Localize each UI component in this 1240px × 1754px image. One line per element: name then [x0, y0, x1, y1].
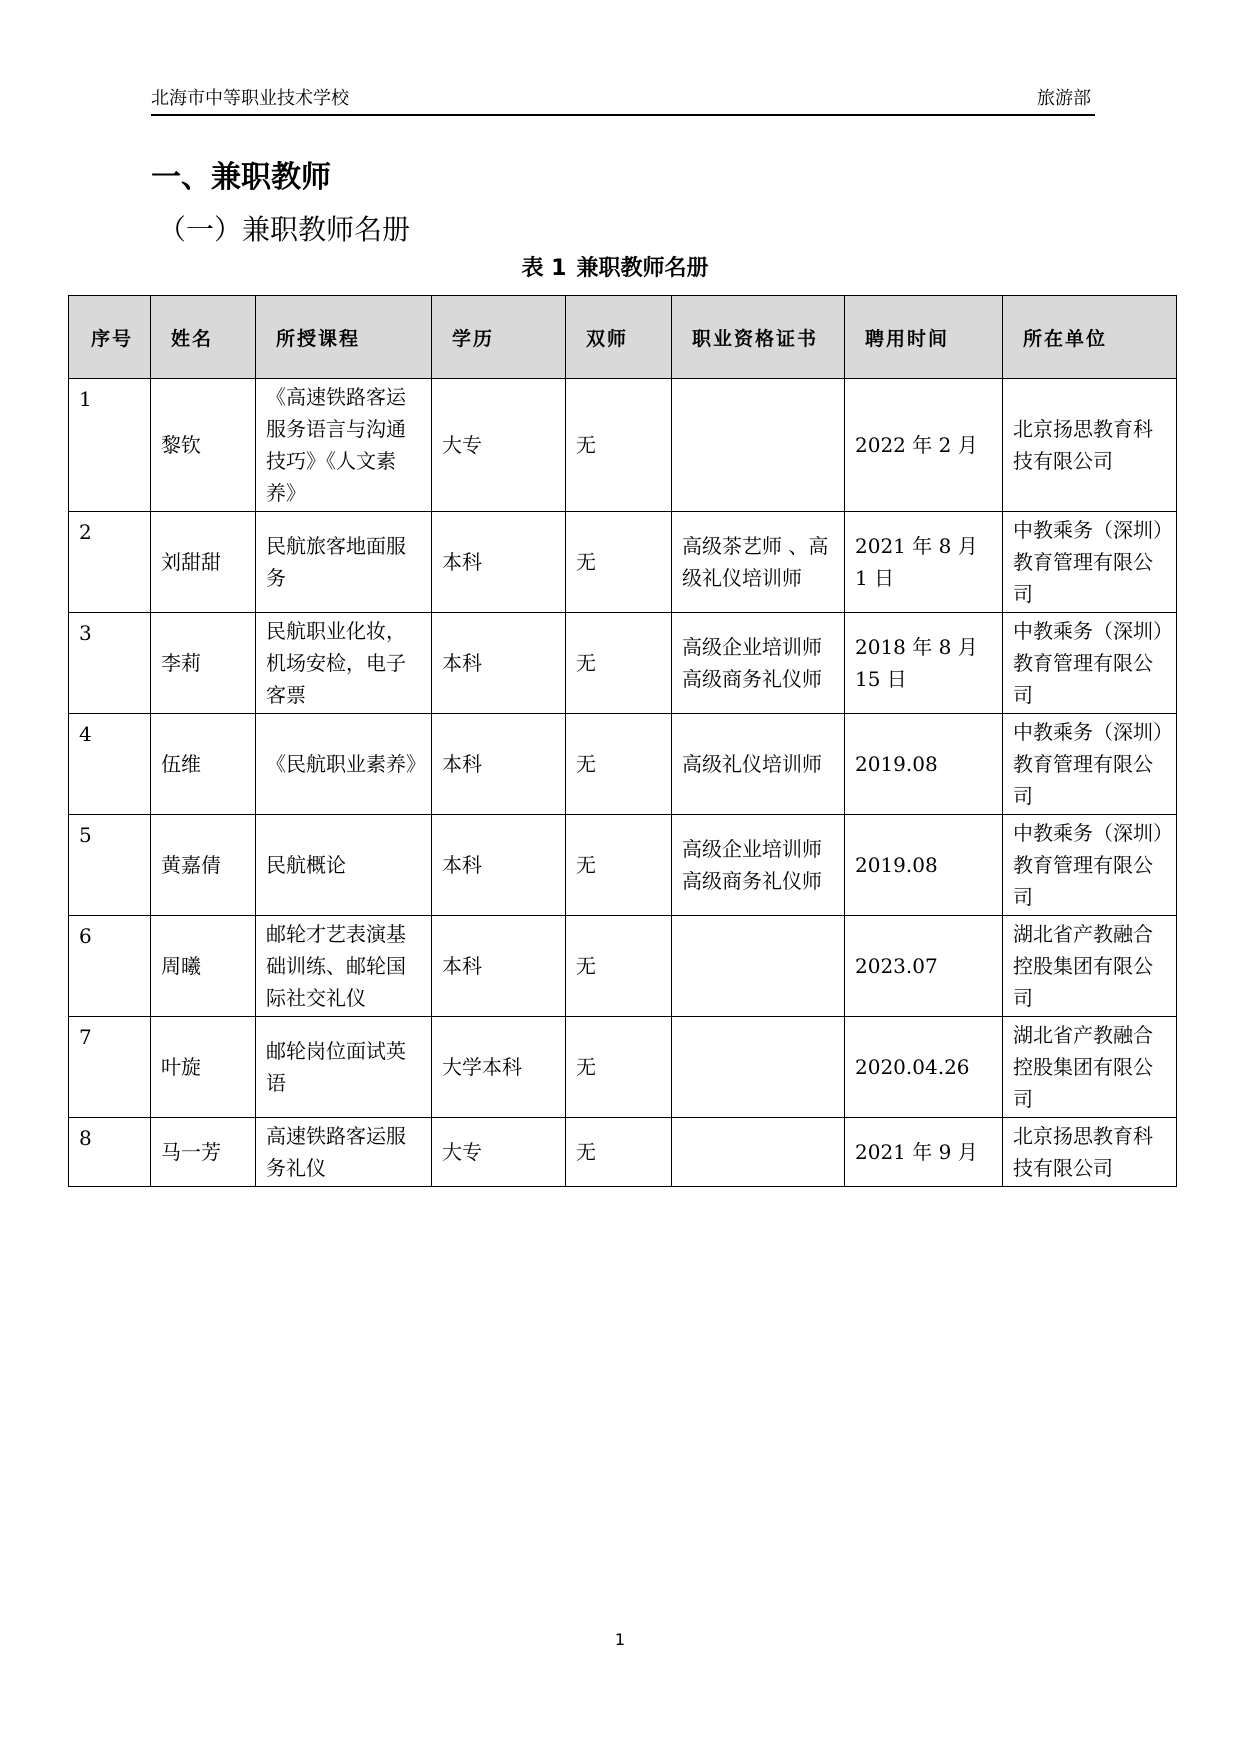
- cell-course: 《民航职业素养》: [256, 714, 432, 815]
- cell-education: 大学本科: [432, 1017, 566, 1118]
- table-row: [69, 1118, 1177, 1187]
- cell-name: 伍维: [151, 714, 256, 815]
- cell-no: 8: [69, 1118, 151, 1187]
- section-title: 一、兼职教师: [151, 160, 331, 195]
- table-row: [69, 916, 1177, 1017]
- cell-dual: 无: [566, 379, 672, 512]
- cell-cert: 高级企业培训师 高级商务礼仪师: [672, 613, 845, 714]
- cell-hire-date: 2019.08: [845, 815, 1003, 916]
- cell-cert: [672, 1017, 845, 1118]
- cell-cert: [672, 379, 845, 512]
- cell-hire-date: 2020.04.26: [845, 1017, 1003, 1118]
- column-header-name: 姓名: [151, 296, 256, 379]
- column-header-org: 所在单位: [1003, 296, 1177, 379]
- cell-education: 本科: [432, 815, 566, 916]
- part-time-teacher-table: [68, 295, 1177, 1187]
- cell-hire-date: 2022 年 2 月: [845, 379, 1003, 512]
- cell-course: 邮轮才艺表演基础训练、邮轮国际社交礼仪: [256, 916, 432, 1017]
- cell-no: 6: [69, 916, 151, 1017]
- cell-education: 本科: [432, 714, 566, 815]
- cell-education: 本科: [432, 613, 566, 714]
- cell-course: 《高速铁路客运服务语言与沟通技巧》《人文素养》: [256, 379, 432, 512]
- table-caption-label: 表 1: [521, 256, 567, 281]
- cell-hire-date: 2019.08: [845, 714, 1003, 815]
- cell-no: 1: [69, 379, 151, 512]
- cell-cert: 高级礼仪培训师: [672, 714, 845, 815]
- cell-org: 湖北省产教融合控股集团有限公司: [1003, 1017, 1177, 1118]
- cell-org: 中教乘务（深圳）教育管理有限公司: [1003, 714, 1177, 815]
- cell-org: 中教乘务（深圳）教育管理有限公司: [1003, 613, 1177, 714]
- cell-hire-date: 2021 年 8 月 1 日: [845, 512, 1003, 613]
- table-caption: [0, 254, 1240, 284]
- column-header-cert: 职业资格证书: [672, 296, 845, 379]
- cell-name: 马一芳: [151, 1118, 256, 1187]
- cell-name: 刘甜甜: [151, 512, 256, 613]
- cell-cert: 高级茶艺师 、高级礼仪培训师: [672, 512, 845, 613]
- table-row: [69, 512, 1177, 613]
- column-header-course: 所授课程: [256, 296, 432, 379]
- cell-cert: 高级企业培训师 高级商务礼仪师: [672, 815, 845, 916]
- page-header: [151, 86, 1095, 116]
- cell-name: 周曦: [151, 916, 256, 1017]
- cell-name: 黎钦: [151, 379, 256, 512]
- cell-dual: 无: [566, 613, 672, 714]
- cell-org: 中教乘务（深圳）教育管理有限公司: [1003, 815, 1177, 916]
- table-row: [69, 815, 1177, 916]
- column-header-dual: 双师: [566, 296, 672, 379]
- cell-org: 北京扬思教育科技有限公司: [1003, 379, 1177, 512]
- cell-dual: 无: [566, 512, 672, 613]
- cell-course: 邮轮岗位面试英语: [256, 1017, 432, 1118]
- cell-course: 民航概论: [256, 815, 432, 916]
- cell-no: 2: [69, 512, 151, 613]
- cell-dual: 无: [566, 815, 672, 916]
- cell-org: 中教乘务（深圳）教育管理有限公司: [1003, 512, 1177, 613]
- cell-name: 李莉: [151, 613, 256, 714]
- cell-no: 4: [69, 714, 151, 815]
- page-number: 1: [614, 1630, 626, 1649]
- table-header-row: [69, 296, 1177, 379]
- cell-course: 高速铁路客运服务礼仪: [256, 1118, 432, 1187]
- subsection-title: （一）兼职教师名册: [158, 213, 411, 246]
- cell-cert: [672, 1118, 845, 1187]
- cell-hire-date: 2018 年 8 月 15 日: [845, 613, 1003, 714]
- cell-course: 民航旅客地面服务: [256, 512, 432, 613]
- school-name: 北海市中等职业技术学校: [151, 88, 349, 109]
- cell-hire-date: 2021 年 9 月: [845, 1118, 1003, 1187]
- table-row: [69, 613, 1177, 714]
- cell-hire-date: 2023.07: [845, 916, 1003, 1017]
- cell-org: 北京扬思教育科技有限公司: [1003, 1118, 1177, 1187]
- cell-no: 7: [69, 1017, 151, 1118]
- cell-dual: 无: [566, 916, 672, 1017]
- column-header-hire-date: 聘用时间: [845, 296, 1003, 379]
- table-row: [69, 1017, 1177, 1118]
- column-header-no: 序号: [69, 296, 151, 379]
- cell-dual: 无: [566, 1118, 672, 1187]
- cell-name: 黄嘉倩: [151, 815, 256, 916]
- department-name: 旅游部: [1037, 88, 1091, 109]
- table-row: [69, 379, 1177, 512]
- cell-dual: 无: [566, 714, 672, 815]
- cell-course: 民航职业化妆，机场安检，电子客票: [256, 613, 432, 714]
- cell-dual: 无: [566, 1017, 672, 1118]
- cell-education: 本科: [432, 512, 566, 613]
- cell-no: 5: [69, 815, 151, 916]
- cell-cert: [672, 916, 845, 1017]
- column-header-education: 学历: [432, 296, 566, 379]
- cell-education: 大专: [432, 379, 566, 512]
- cell-org: 湖北省产教融合控股集团有限公司: [1003, 916, 1177, 1017]
- cell-education: 本科: [432, 916, 566, 1017]
- table-caption-title: 兼职教师名册: [576, 256, 709, 281]
- cell-name: 叶旋: [151, 1017, 256, 1118]
- cell-education: 大专: [432, 1118, 566, 1187]
- cell-no: 3: [69, 613, 151, 714]
- table-row: [69, 714, 1177, 815]
